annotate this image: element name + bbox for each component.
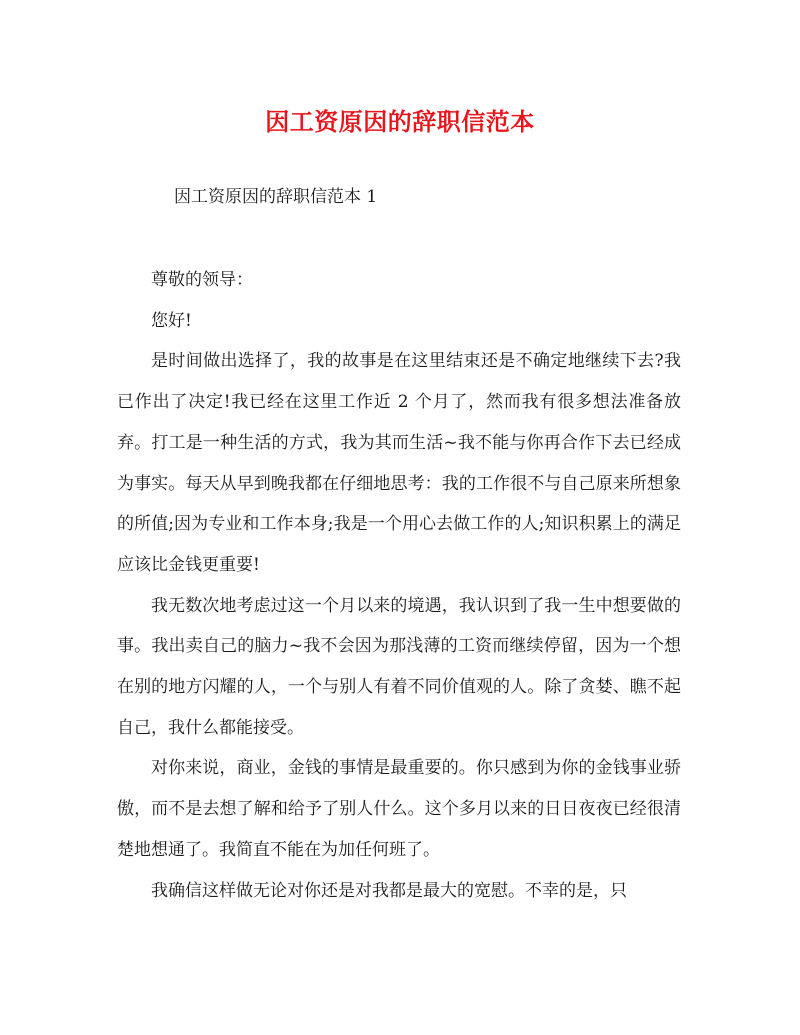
body-paragraph: 对你来说，商业，金钱的事情是最重要的。你只感到为你的金钱事业骄傲，而不是去想了解和给予了别人什么。这个多月以来的日日夜夜已经很清楚地想通了。我简直不能在为加任何班了。: [117, 758, 681, 860]
document-subtitle: 因工资原因的辞职信范本 1: [174, 187, 378, 207]
body-paragraph: 我无数次地考虑过这一个月以来的境遇，我认识到了我一生中想要做的事。我出卖自己的脑力~我不会因为那浅薄的工资而继续停留，因为一个想在别的地方闪耀的人，一个与别人有着不同价值观的人。除了贪婪、瞧不起自己，我什么都能接受。: [117, 595, 681, 738]
document-body: [117, 260, 681, 911]
body-paragraph: 是时间做出选择了，我的故事是在这里结束还是不确定地继续下去?我已作出了决定!我已经在这里工作近 2 个月了，然而我有很多想法准备放弃。打工是一种生活的方式，我为其而生活~我不能与你再合作下去已经成为事实。每天从早到晚我都在仔细地思考：我的工作很不与自己原来所想象的所值;因为专业和工作本身;我是一个用心去做工作的人;知识积累上的满足应该比金钱更重要!: [117, 351, 681, 575]
document-title: 因工资原因的辞职信范本: [265, 107, 535, 136]
salutation: 尊敬的领导：: [151, 270, 253, 290]
body-paragraph: 我确信这样做无论对你还是对我都是最大的宽慰。不幸的是，只: [151, 880, 627, 901]
greeting: 您好!: [151, 310, 192, 331]
